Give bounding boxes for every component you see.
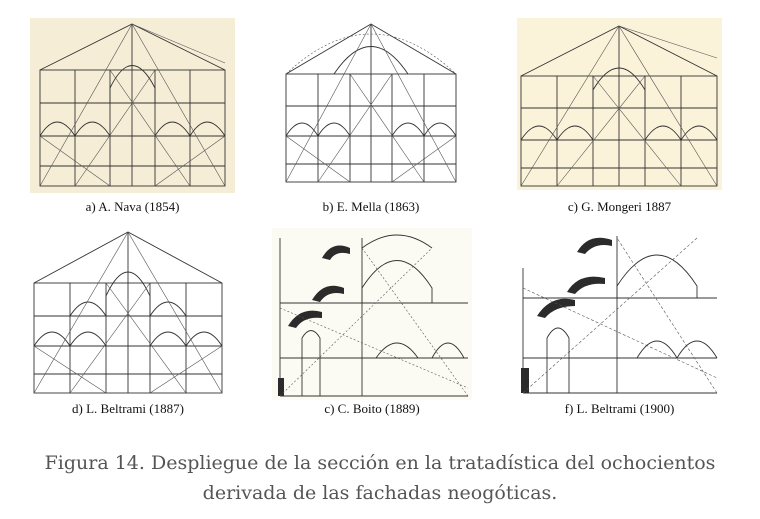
elevation-drawing-nava	[30, 18, 235, 193]
drawing-panel-d	[28, 228, 228, 400]
caption-panel-a: a) A. Nava (1854)	[85, 199, 180, 214]
figure-caption-line-1: Figura 14. Despliegue de la sección en la tratadística del ochocientos	[44, 452, 716, 474]
section-drawing-beltrami-1900	[517, 228, 722, 400]
section-drawing-boito	[272, 228, 472, 400]
drawing-panel-a	[30, 18, 235, 193]
elevation-drawing-beltrami-1887	[28, 228, 228, 400]
drawing-panel-f	[517, 228, 722, 400]
drawing-panel-b	[282, 14, 460, 186]
figure-caption	[0, 448, 760, 508]
caption-panel-c: c) G. Mongeri 1887	[567, 199, 672, 214]
figure-caption-line-2: derivada de las fachadas neogóticas.	[202, 482, 558, 504]
caption-panel-b: b) E. Mella (1863)	[322, 199, 420, 214]
drawing-panel-c	[517, 18, 722, 190]
elevation-drawing-mella	[282, 14, 460, 186]
elevation-drawing-mongeri	[517, 18, 722, 190]
drawing-panel-e	[272, 228, 472, 400]
caption-panel-e: c) C. Boito (1889)	[324, 401, 420, 416]
caption-panel-d: d) L. Beltrami (1887)	[72, 401, 184, 416]
caption-panel-f: f) L. Beltrami (1900)	[564, 401, 675, 416]
